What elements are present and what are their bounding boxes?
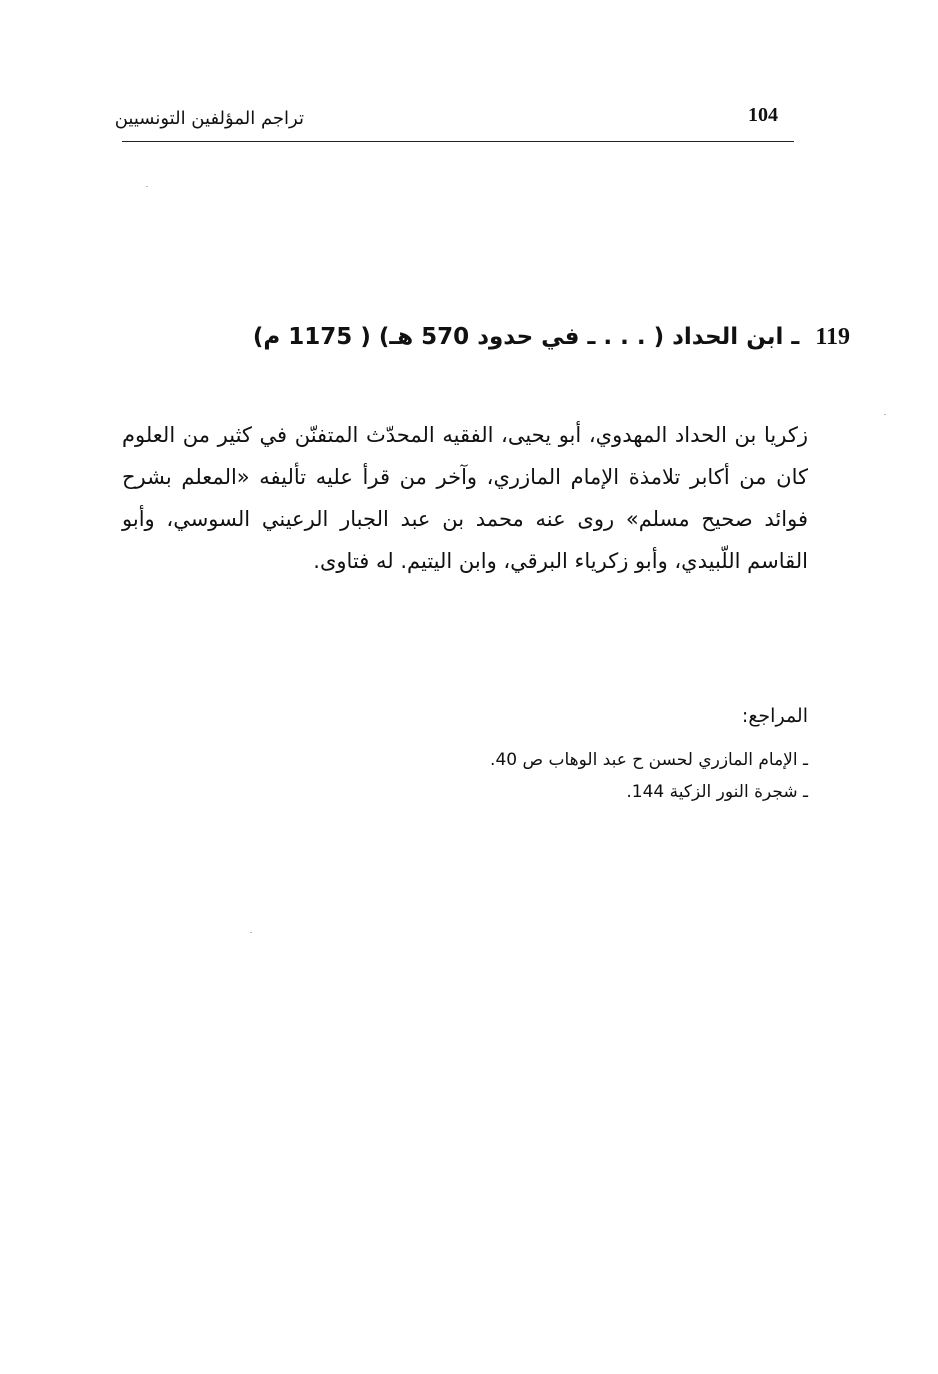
scan-speck: [884, 414, 886, 415]
running-title: تراجم المؤلفين التونسيين: [114, 108, 304, 129]
page-number: 104: [748, 104, 778, 126]
reference-item: ـ شجرة النور الزكية 144.: [626, 782, 808, 802]
scan-speck: [250, 932, 252, 933]
running-header: [114, 100, 794, 140]
entry-title: ـ ابن الحداد ( . . . ـ في حدود 570 هـ) ( 1175 م): [252, 324, 800, 350]
header-rule: [122, 141, 794, 142]
scan-speck: [146, 186, 148, 187]
entry-number: 119: [815, 324, 850, 350]
references-section: [400, 700, 808, 808]
entry-heading: [250, 324, 850, 364]
entry-body: زكريا بن الحداد المهدوي، أبو يحيى، الفقيه المحدّث المتفنّن في كثير من العلوم كان من أكابر تلامذة الإمام المازري، وآخر من قرأ عليه تأليفه «المعلم بشرح فوائد صحيح مسلم» روى عنه محمد بن عبد الجبار الرعيني السوسي، وأبو القاسم اللّبيدي، وأبو زكرياء البرقي، وابن اليتيم. له فتاوى.: [122, 423, 808, 573]
reference-item: ـ الإمام المازري لحسن ح عبد الوهاب ص 40.: [490, 750, 808, 770]
references-heading: المراجع:: [741, 705, 808, 727]
